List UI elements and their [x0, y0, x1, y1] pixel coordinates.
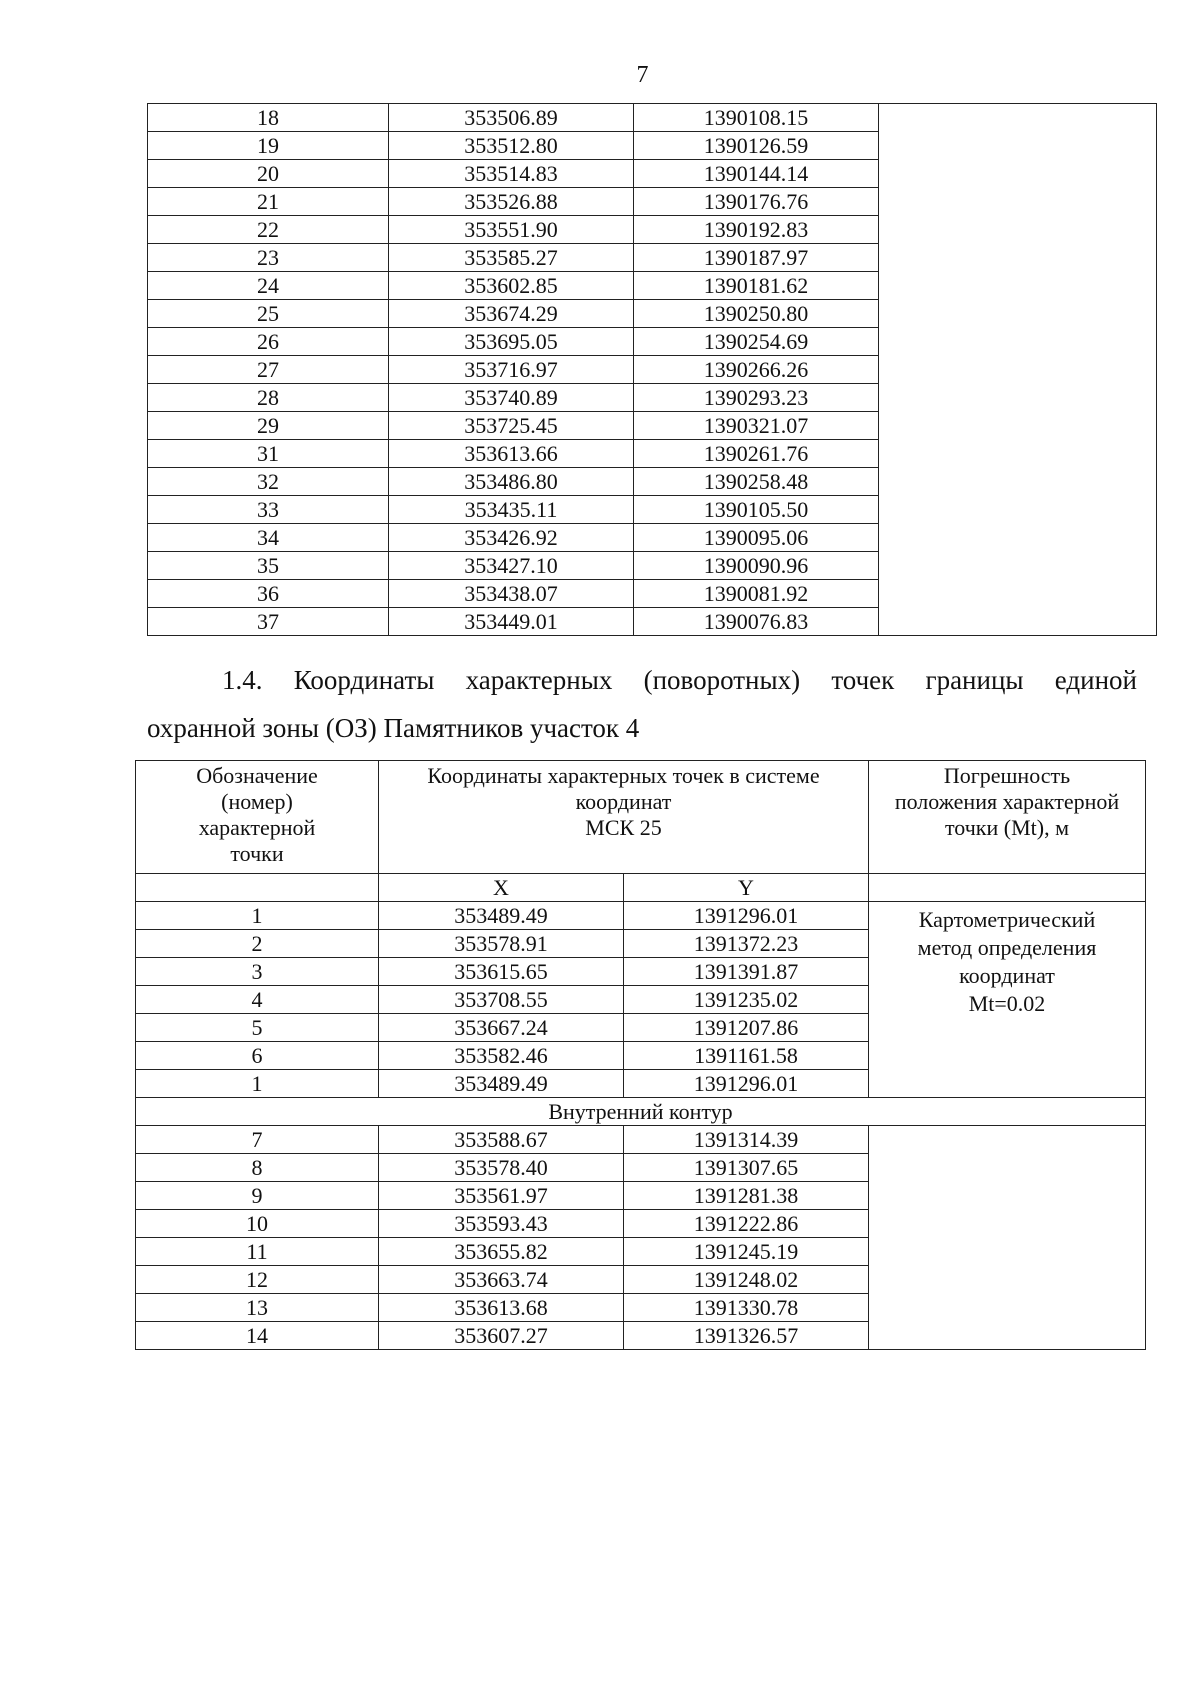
coord-y: 1391281.38 [624, 1182, 869, 1210]
axis-header-row [136, 874, 1146, 902]
inner-contour-row [136, 1098, 1146, 1126]
section-heading-line2: охранной зоны (ОЗ) Памятников участок 4 [147, 713, 640, 743]
header-x: X [379, 874, 624, 902]
table-row [148, 104, 1157, 132]
coord-x: 353667.24 [379, 1014, 624, 1042]
point-number: 25 [148, 300, 389, 328]
coord-y: 1391161.58 [624, 1042, 869, 1070]
coord-x: 353674.29 [389, 300, 634, 328]
point-number: 12 [136, 1266, 379, 1294]
coord-y: 1390076.83 [634, 608, 879, 636]
header-coordinates [379, 761, 869, 874]
coord-x: 353663.74 [379, 1266, 624, 1294]
coord-y: 1390105.50 [634, 496, 879, 524]
coord-y: 1390261.76 [634, 440, 879, 468]
coord-x: 353489.49 [379, 902, 624, 930]
inner-contour-label: Внутренний контур [136, 1098, 1146, 1126]
coord-y: 1391235.02 [624, 986, 869, 1014]
point-number: 24 [148, 272, 389, 300]
coord-x: 353708.55 [379, 986, 624, 1014]
coord-y: 1390254.69 [634, 328, 879, 356]
coord-y: 1390144.14 [634, 160, 879, 188]
table-row [136, 902, 1146, 930]
point-number: 13 [136, 1294, 379, 1322]
coord-y: 1390095.06 [634, 524, 879, 552]
header-text: (номер) [221, 789, 293, 814]
header-text: МСК 25 [585, 815, 662, 840]
point-number: 21 [148, 188, 389, 216]
point-number: 32 [148, 468, 389, 496]
coord-y: 1390081.92 [634, 580, 879, 608]
coord-x: 353438.07 [389, 580, 634, 608]
coord-y: 1391307.65 [624, 1154, 869, 1182]
coordinates-table-zone-4 [135, 760, 1146, 1350]
coord-x: 353716.97 [389, 356, 634, 384]
coord-y: 1391245.19 [624, 1238, 869, 1266]
point-number: 34 [148, 524, 389, 552]
header-text: точки (Mt), м [944, 815, 1070, 840]
coord-x: 353695.05 [389, 328, 634, 356]
header-accuracy [869, 761, 1146, 874]
section-heading [147, 664, 1137, 696]
coord-y: 1390090.96 [634, 552, 879, 580]
point-number: 2 [136, 930, 379, 958]
header-text: Координаты характерных точек в системе [427, 763, 820, 788]
header-point-designation [136, 761, 379, 874]
header-text: положения характерной [894, 789, 1120, 814]
empty-cell [136, 874, 379, 902]
point-number: 26 [148, 328, 389, 356]
coord-y: 1391296.01 [624, 902, 869, 930]
header-text: Погрешность [943, 763, 1071, 788]
coord-x: 353427.10 [389, 552, 634, 580]
coord-y: 1390250.80 [634, 300, 879, 328]
point-number: 31 [148, 440, 389, 468]
point-number: 3 [136, 958, 379, 986]
coord-x: 353426.92 [389, 524, 634, 552]
header-text: характерной [198, 815, 316, 840]
point-number: 7 [136, 1126, 379, 1154]
point-number: 37 [148, 608, 389, 636]
coord-x: 353514.83 [389, 160, 634, 188]
coord-x: 353435.11 [389, 496, 634, 524]
point-number: 27 [148, 356, 389, 384]
coord-y: 1390108.15 [634, 104, 879, 132]
coord-x: 353602.85 [389, 272, 634, 300]
section-heading-continued [147, 712, 1137, 744]
coord-y: 1390187.97 [634, 244, 879, 272]
coord-x: 353615.65 [379, 958, 624, 986]
coord-y: 1390192.83 [634, 216, 879, 244]
coord-x: 353655.82 [379, 1238, 624, 1266]
coord-y: 1391296.01 [624, 1070, 869, 1098]
coord-y: 1390181.62 [634, 272, 879, 300]
method-text: Картометрический [918, 907, 1096, 932]
point-number: 1 [136, 902, 379, 930]
coord-x: 353588.67 [379, 1126, 624, 1154]
header-text: Обозначение [196, 763, 318, 788]
coord-x: 353607.27 [379, 1322, 624, 1350]
coord-x: 353740.89 [389, 384, 634, 412]
section-heading-line1: 1.4. Координаты характерных (поворотных) точек границы единой [222, 665, 1137, 695]
method-text: Mt=0.02 [968, 991, 1046, 1016]
coord-x: 353578.91 [379, 930, 624, 958]
coord-x: 353561.97 [379, 1182, 624, 1210]
accuracy-cell-empty [869, 1126, 1146, 1350]
coord-y: 1391248.02 [624, 1266, 869, 1294]
point-number: 29 [148, 412, 389, 440]
coord-x: 353512.80 [389, 132, 634, 160]
coord-x: 353578.40 [379, 1154, 624, 1182]
coord-x: 353489.49 [379, 1070, 624, 1098]
coord-y: 1391391.87 [624, 958, 869, 986]
point-number: 11 [136, 1238, 379, 1266]
coord-y: 1391222.86 [624, 1210, 869, 1238]
coord-x: 353551.90 [389, 216, 634, 244]
coord-y: 1391330.78 [624, 1294, 869, 1322]
coord-y: 1390126.59 [634, 132, 879, 160]
coord-y: 1391207.86 [624, 1014, 869, 1042]
point-number: 8 [136, 1154, 379, 1182]
coord-y: 1391326.57 [624, 1322, 869, 1350]
coord-y: 1391372.23 [624, 930, 869, 958]
accuracy-cell-empty [879, 104, 1157, 636]
method-text: метод определения [917, 935, 1097, 960]
coord-y: 1391314.39 [624, 1126, 869, 1154]
coordinates-table-continued [147, 103, 1157, 636]
point-number: 18 [148, 104, 389, 132]
coord-x: 353526.88 [389, 188, 634, 216]
point-number: 6 [136, 1042, 379, 1070]
point-number: 35 [148, 552, 389, 580]
empty-cell [869, 874, 1146, 902]
header-text: координат [575, 789, 672, 814]
point-number: 4 [136, 986, 379, 1014]
coord-y: 1390176.76 [634, 188, 879, 216]
coord-x: 353585.27 [389, 244, 634, 272]
coord-x: 353486.80 [389, 468, 634, 496]
point-number: 14 [136, 1322, 379, 1350]
coord-x: 353725.45 [389, 412, 634, 440]
coord-x: 353449.01 [389, 608, 634, 636]
point-number: 36 [148, 580, 389, 608]
header-y: Y [624, 874, 869, 902]
coord-y: 1390266.26 [634, 356, 879, 384]
point-number: 1 [136, 1070, 379, 1098]
method-text: координат [959, 963, 1055, 988]
coord-x: 353613.66 [389, 440, 634, 468]
coord-y: 1390293.23 [634, 384, 879, 412]
point-number: 5 [136, 1014, 379, 1042]
coord-x: 353506.89 [389, 104, 634, 132]
coord-x: 353593.43 [379, 1210, 624, 1238]
point-number: 9 [136, 1182, 379, 1210]
point-number: 20 [148, 160, 389, 188]
point-number: 22 [148, 216, 389, 244]
point-number: 28 [148, 384, 389, 412]
accuracy-method-cell [869, 902, 1146, 1098]
point-number: 23 [148, 244, 389, 272]
coord-x: 353582.46 [379, 1042, 624, 1070]
coord-y: 1390321.07 [634, 412, 879, 440]
page-number: 7 [636, 62, 649, 88]
table-header-row [136, 761, 1146, 874]
header-text: точки [230, 841, 284, 866]
coord-x: 353613.68 [379, 1294, 624, 1322]
point-number: 19 [148, 132, 389, 160]
point-number: 33 [148, 496, 389, 524]
table-row [136, 1126, 1146, 1154]
point-number: 10 [136, 1210, 379, 1238]
coord-y: 1390258.48 [634, 468, 879, 496]
